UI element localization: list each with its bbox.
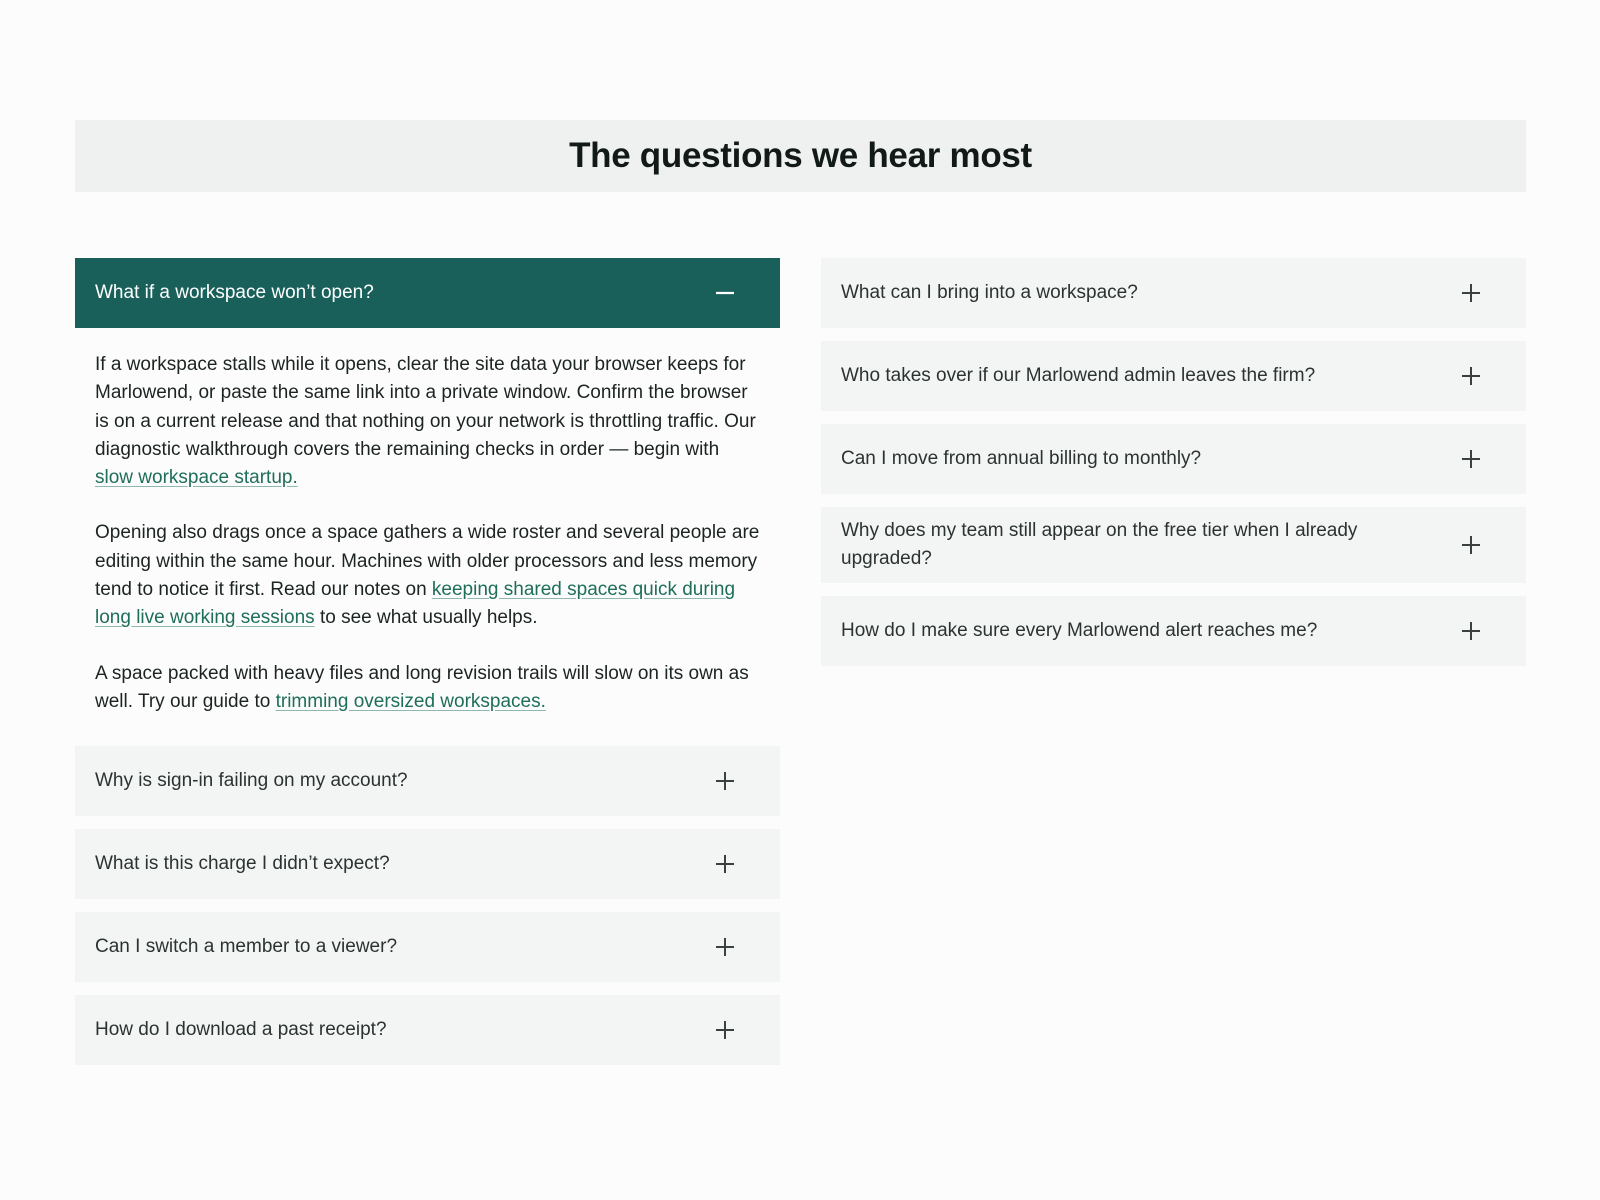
faq-question-button[interactable]	[821, 596, 1526, 666]
faq-item	[821, 424, 1526, 507]
plus-icon[interactable]	[700, 930, 750, 964]
faq-question-button[interactable]	[75, 912, 780, 982]
faq-question-button[interactable]	[75, 746, 780, 816]
plus-icon[interactable]	[700, 1013, 750, 1047]
faq-item	[821, 341, 1526, 424]
faq-question-button[interactable]	[821, 507, 1526, 583]
faq-item	[75, 746, 780, 829]
faq-column-right	[821, 258, 1526, 1078]
faq-question-text: What can I bring into a workspace?	[841, 282, 1138, 303]
faq-question-button[interactable]	[821, 258, 1526, 328]
faq-item	[821, 258, 1526, 341]
faq-question-button[interactable]	[75, 829, 780, 899]
minus-icon[interactable]	[700, 276, 750, 310]
answer-paragraph	[95, 660, 760, 717]
faq-answer	[75, 328, 780, 746]
answer-text: If a workspace stalls while it opens, clear the site data your browser keeps for Marlowend, or paste the same link into a private window. Confirm the browser is on a current release and that nothing on your network is throttling traffic. Our diagnostic walkthrough covers the remaining checks in order — begin with	[95, 354, 756, 460]
faq-question-text: Can I move from annual billing to monthly?	[841, 448, 1202, 469]
slow-startup-link[interactable]: slow workspace startup.	[95, 467, 298, 489]
plus-icon[interactable]	[1446, 359, 1496, 393]
faq-question-text: What if a workspace won’t open?	[95, 282, 374, 303]
faq-item	[75, 829, 780, 912]
faq-question-text: How do I make sure every Marlowend alert reaches me?	[841, 620, 1318, 641]
faq-section	[75, 120, 1526, 1078]
answer-text: to see what usually helps.	[314, 607, 538, 629]
plus-icon[interactable]	[1446, 528, 1496, 562]
faq-question-text: Who takes over if our Marlowend admin leaves the firm?	[841, 365, 1316, 386]
answer-text: A space packed with heavy files and long revision trails will slow on its own as well. Try our guide to	[95, 662, 749, 712]
faq-item	[75, 995, 780, 1078]
faq-column-left	[75, 258, 780, 1078]
faq-item	[821, 507, 1526, 596]
faq-question-text: Can I switch a member to a viewer?	[95, 936, 398, 958]
plus-icon[interactable]	[1446, 276, 1496, 310]
plus-icon[interactable]	[1446, 442, 1496, 476]
faq-item	[75, 912, 780, 995]
plus-icon[interactable]	[700, 764, 750, 798]
answer-text: Opening also drags once a space gathers a wide roster and several people are editing within the same hour. Machines with older processors and less memory tend to notice it first. Read our notes on	[95, 522, 760, 601]
faq-question-text: What is this charge I didn’t expect?	[95, 853, 390, 875]
faq-columns	[75, 258, 1526, 1078]
plus-icon[interactable]	[700, 847, 750, 881]
plus-icon[interactable]	[1446, 614, 1496, 648]
faq-question-button[interactable]	[821, 341, 1526, 411]
faq-question-text: How do I download a past receipt?	[95, 1019, 387, 1041]
trimming-workspaces-link[interactable]: trimming oversized workspaces.	[275, 690, 546, 712]
answer-paragraph	[95, 351, 760, 492]
faq-question-text: Why does my team still appear on the free tier when I already upgraded?	[841, 520, 1358, 569]
heading-band	[75, 120, 1526, 192]
faq-question-button[interactable]	[821, 424, 1526, 494]
faq-item-open	[75, 258, 780, 746]
faq-question-button[interactable]	[75, 258, 780, 328]
page-title: The questions we hear most	[569, 136, 1032, 175]
shared-spaces-link[interactable]: keeping shared spaces quick during long live working sessions	[95, 579, 736, 629]
faq-question-button[interactable]	[75, 995, 780, 1065]
faq-item	[821, 596, 1526, 679]
answer-paragraph	[95, 519, 760, 632]
faq-question-text: Why is sign-in failing on my account?	[95, 770, 408, 792]
